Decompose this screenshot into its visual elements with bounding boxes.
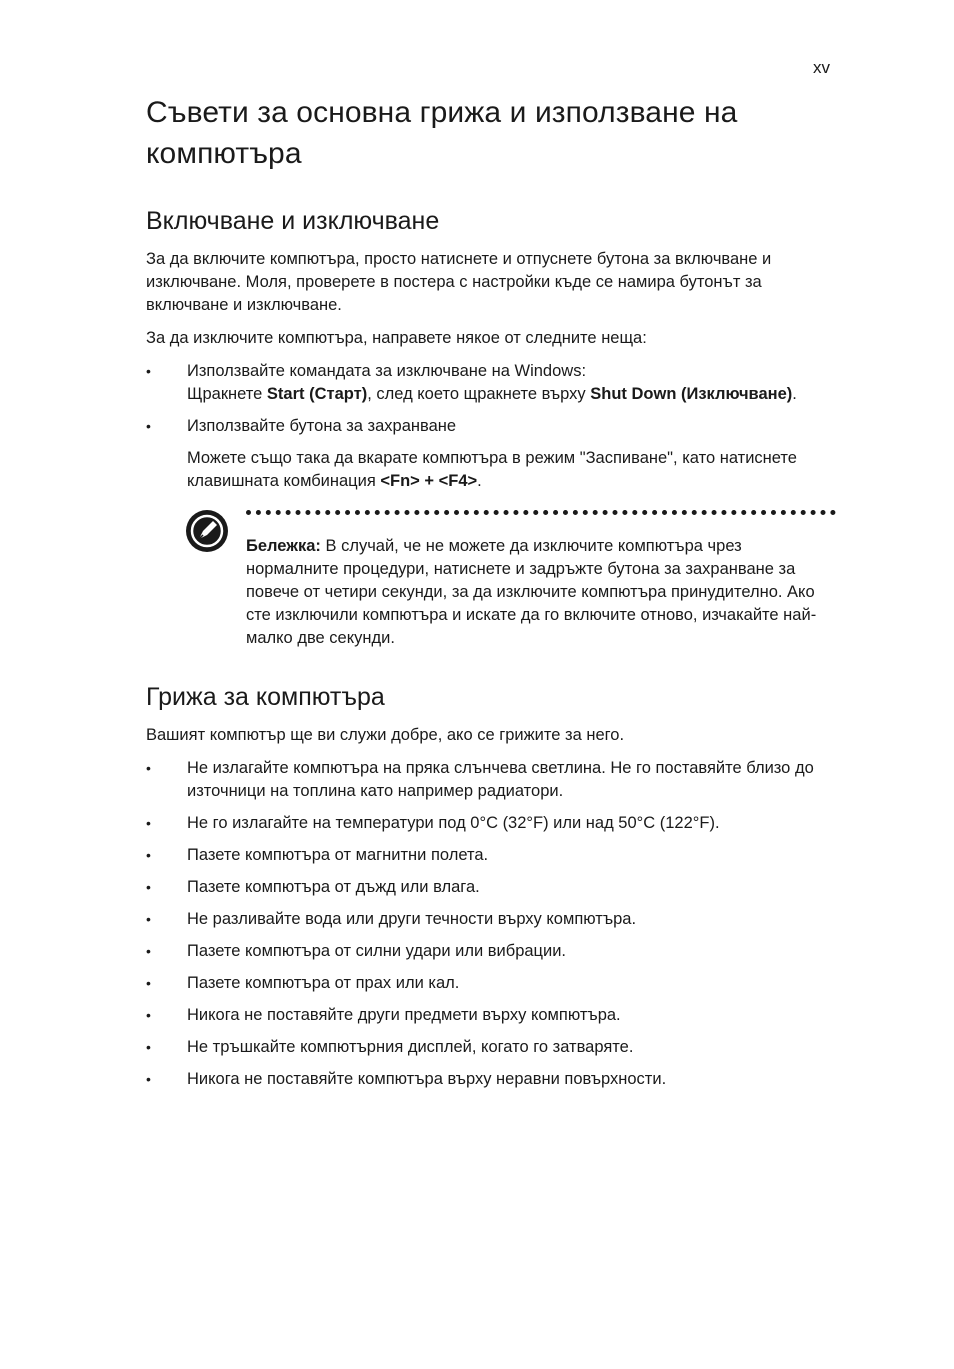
bullet-dot: • xyxy=(146,975,151,991)
key-combination: <Fn> + <F4> xyxy=(380,472,478,490)
section-heading-care: Грижа за компютъра xyxy=(146,683,385,711)
bullet-text: Не тръшкайте компютърния дисплей, когато го затваряте. xyxy=(187,1038,634,1056)
bullet-text: Пазете компютъра от магнитни полета. xyxy=(187,846,489,864)
list-item xyxy=(146,908,836,931)
shutdown-label: Shut Down (Изключване) xyxy=(590,385,793,403)
bullet-text: Не го излагайте на температури под 0°C (32°F) или над 50°C (122°F). xyxy=(187,814,720,832)
bullet-text: Никога не поставяйте компютъра върху неравни повърхности. xyxy=(187,1070,667,1088)
list-item xyxy=(146,812,836,835)
list-item xyxy=(146,415,836,438)
bullet-dot: • xyxy=(146,1039,151,1055)
sleep-text-post: . xyxy=(477,472,482,490)
bullet-text: Пазете компютъра от дъжд или влага. xyxy=(187,878,480,896)
note-pen-icon xyxy=(186,510,228,552)
bullet-dot: • xyxy=(146,911,151,927)
list-item xyxy=(146,972,836,995)
page-content xyxy=(146,92,836,1100)
list-item xyxy=(146,940,836,963)
power-off-list xyxy=(146,360,836,438)
list-item xyxy=(146,876,836,899)
bullet-dot: • xyxy=(146,943,151,959)
care-list xyxy=(146,757,836,1091)
sleep-text-pre: Можете също така да вкарате компютъра в режим "Заспиване", като натиснете клавишната комбинация xyxy=(187,449,797,490)
note-divider xyxy=(246,510,836,515)
bullet-text: Пазете компютъра от прах или кал. xyxy=(187,974,460,992)
note-text xyxy=(246,535,836,650)
bullet-text: Не разливайте вода или други течности върху компютъра. xyxy=(187,910,637,928)
list-item xyxy=(146,360,836,406)
bullet-dot: • xyxy=(146,815,151,831)
section-heading-power: Включване и изключване xyxy=(146,207,440,235)
page-title: Съвети за основна грижа и използване на компютъра xyxy=(146,96,738,170)
bullet-dot: • xyxy=(146,363,151,379)
bullet-text: Не излагайте компютъра на пряка слънчева светлина. Не го поставяйте близо до източници на топлина като например радиатори. xyxy=(187,759,814,800)
list-item xyxy=(146,1036,836,1059)
list-item xyxy=(146,1068,836,1091)
bullet-dot: • xyxy=(146,760,151,776)
sleep-paragraph xyxy=(146,447,836,493)
bullet-dot: • xyxy=(146,879,151,895)
bullet-dot: • xyxy=(146,418,151,434)
list-item xyxy=(146,1004,836,1027)
paragraph-power-off: За да изключите компютъра, направете някое от следните неща: xyxy=(146,329,647,347)
bullet-dot: • xyxy=(146,1071,151,1087)
bullet-text: Никога не поставяйте други предмети върху компютъра. xyxy=(187,1006,621,1024)
bullet-text-pre: Щракнете xyxy=(187,385,267,403)
paragraph-care-intro: Вашият компютър ще ви служи добре, ако се грижите за него. xyxy=(146,726,625,744)
start-label: Start (Старт) xyxy=(266,385,368,403)
bullet-text: Пазете компютъра от силни удари или вибрации. xyxy=(187,942,567,960)
page-number: xv xyxy=(813,58,830,77)
bullet-dot: • xyxy=(146,847,151,863)
bullet-text: Използвайте бутона за захранване xyxy=(187,417,457,435)
bullet-text-post: . xyxy=(792,385,797,403)
paragraph-power-on: За да включите компютъра, просто натиснете и отпуснете бутона за включване и изключване. Моля, проверете в постера с настройки къде се намира бутонът за включване и изключване. xyxy=(146,250,772,314)
note-body: В случай, че не можете да изключите компютъра чрез нормалните процедури, натиснете и задръжте бутона за захранване за повече от четири секунди, за да изключите компютъра принудително. Ако сте изключили компютъра и искате да го включите отново, изчакайте най-малко две секунди. xyxy=(246,537,817,647)
list-item xyxy=(146,757,836,803)
list-item xyxy=(146,844,836,867)
note-label: Бележка: xyxy=(246,537,321,555)
bullet-text: Използвайте командата за изключване на Windows: xyxy=(187,362,587,380)
bullet-text-mid: , след което щракнете върху xyxy=(367,385,591,403)
bullet-dot: • xyxy=(146,1007,151,1023)
note-box xyxy=(146,510,836,650)
